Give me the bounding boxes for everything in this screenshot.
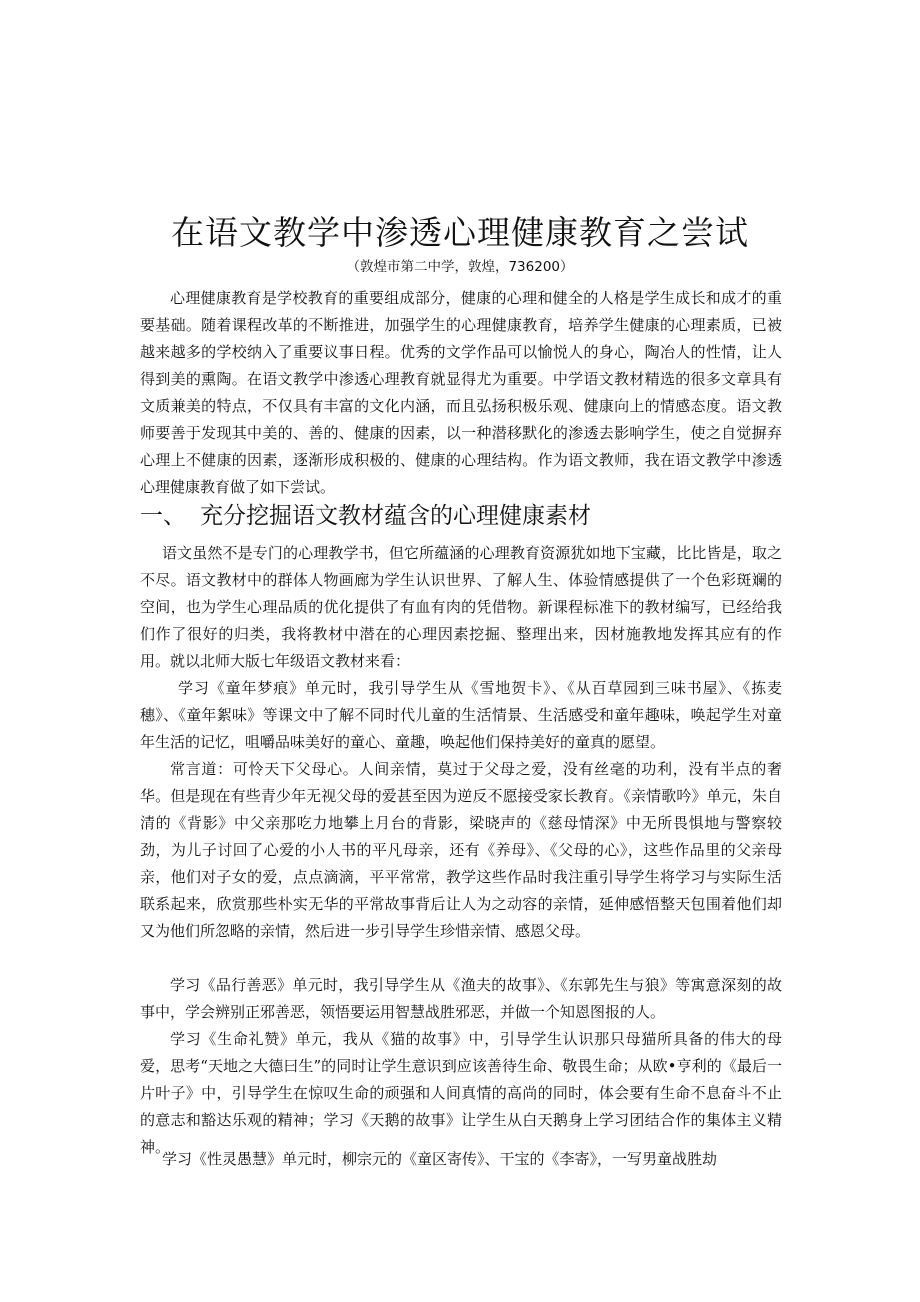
body-paragraph: 学习《品行善恶》单元时，我引导学生从《渔夫的故事》、《东郭先生与狼》等寓意深刻的故事中，学会辨别正邪善恶，领悟要运用智慧战胜邪恶，并做一个知恩图报的人。	[140, 976, 782, 1021]
body-paragraph: 常言道：可怜天下父母心。人间亲情，莫过于父母之爱，没有丝毫的功利，没有半点的奢华。但是现在有些青少年无视父母的爱甚至因为逆反不愿接受家长教育。《亲情歌吟》单元，朱自清的《背影》中父亲那吃力地攀上月台的背影，梁晓声的《慈母情深》中无所畏惧地与警察较劲，为儿子讨回了心爱的小人书的平凡母亲，还有《养母》、《父母的心》，这些作品里的父亲母亲，他们对子女的爱，点点滴滴，平平常常，教学这些作品时我注重引导学生将学习与实际生活联系起来，欣赏那些朴实无华的平常故事背后让人为之动容的亲情，延伸感悟整天包围着他们却又为他们所忽略的亲情，然后进一步引导学生珍惜亲情、感恩父母。	[140, 760, 782, 940]
section-number: 一、	[140, 503, 186, 529]
section-heading-1	[140, 496, 591, 536]
author-affiliation: （敦煌市第二中学，敦煌，736200）	[346, 259, 574, 275]
body-paragraph: 语文虽然不是专门的心理教学书，但它所蕴涵的心理教育资源犹如地下宝藏，比比皆是，取之不尽。语文教材中的群体人物画廊为学生认识世界、了解人生、体验情感提供了一个色彩斑斓的空间，也为学生心理品质的优化提供了有血有肉的凭借物。新课程标准下的教材编写，已经给我们作了很好的归类，我将教材中潜在的心理因素挖掘、整理出来，因材施教地发挥其应有的作用。就以北师大版七年级语文教材来看：	[140, 544, 782, 670]
body-paragraph: 学习《生命礼赞》单元，我从《猫的故事》中，引导学生认识那只母猫所具备的伟大的母爱，思考“天地之大德曰生”的同时让学生意识到应该善待生命、敬畏生命；从欧•亨利的《最后一片叶子》中，引导学生在惊叹生命的顽强和人间真情的高尚的同时，体会要有生命不息奋斗不止的意志和豁达乐观的精神；学习《天鹅的故事》让学生从白天鹅身上学习团结合作的集体主义精神。	[140, 1030, 782, 1156]
section-title: 充分挖掘语文教材蕴含的心理健康素材	[200, 503, 591, 529]
document-title: 在语文教学中渗透心理健康教育之尝试	[171, 213, 749, 252]
body-paragraph: 学习《性灵愚慧》单元时，柳宗元的《童区寄传》、干宝的《李寄》，一写男童战胜劫	[162, 1150, 718, 1168]
body-paragraph: 学习《童年梦痕》单元时，我引导学生从《雪地贺卡》、《从百草园到三味书屋》、《拣麦穗》、《童年絮味》等课文中了解不同时代儿童的生活情景、生活感受和童年趣味，唤起学生对童年生活的记忆，咀嚼品味美好的童心、童趣，唤起他们保持美好的童真的愿望。	[140, 679, 782, 751]
intro-paragraph: 心理健康教育是学校教育的重要组成部分，健康的心理和健全的人格是学生成长和成才的重要基础。随着课程改革的不断推进，加强学生的心理健康教育，培养学生健康的心理素质，已被越来越多的学校纳入了重要议事日程。优秀的文学作品可以愉悦人的身心，陶冶人的性情，让人得到美的熏陶。在语文教学中渗透心理教育就显得尤为重要。中学语文教材精选的很多文章具有文质兼美的特点，不仅具有丰富的文化内涵，而且弘扬积极乐观、健康向上的情感态度。语文教师要善于发现其中美的、善的、健康的因素，以一种潜移默化的渗透去影响学生，使之自觉摒弃心理上不健康的因素，逐渐形成积极的、健康的心理结构。作为语文教师，我在语文教学中渗透心理健康教育做了如下尝试。	[140, 289, 782, 496]
